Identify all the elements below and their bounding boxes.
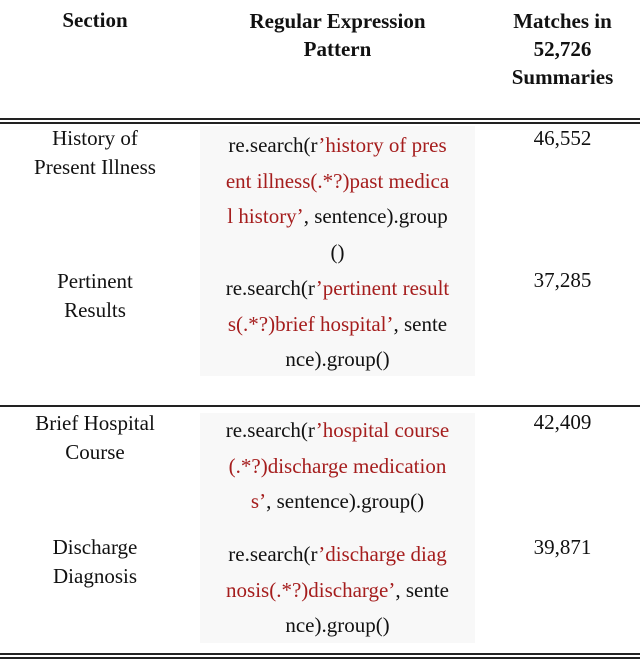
section-cell <box>0 267 190 325</box>
regex-pattern-text: nosis(.*?)discharge’ <box>226 577 396 602</box>
code-text: re.search(r <box>228 133 319 157</box>
section-line: History of <box>52 126 138 150</box>
section-cell <box>0 124 190 182</box>
regex-pattern-text: ’hospital course <box>315 418 450 442</box>
section-line: Results <box>64 298 126 322</box>
pattern-line <box>200 413 475 449</box>
code-text: , sente <box>393 311 448 336</box>
header-pattern-line: Regular Expression <box>249 9 426 33</box>
regex-pattern-text: s’ <box>250 489 267 513</box>
code-text: re.search(r <box>228 542 319 566</box>
pattern-line <box>200 342 475 378</box>
pattern-line <box>200 271 475 307</box>
code-text: nce).group() <box>285 613 390 637</box>
pattern-line <box>200 128 475 164</box>
pattern-line <box>200 608 475 644</box>
code-text: re.search(r <box>225 276 316 300</box>
matches-cell: 42,409 <box>533 410 592 434</box>
header-matches-line: Matches in <box>513 9 612 33</box>
pattern-cell <box>200 271 475 378</box>
section-line: Discharge <box>52 535 138 559</box>
regex-pattern-text: ’history of pres <box>318 133 447 157</box>
section-line: Present Illness <box>34 155 156 179</box>
section-line: Diagnosis <box>53 564 137 588</box>
header-pattern-line: Pattern <box>303 37 372 61</box>
header-matches-line: 52,726 <box>533 37 592 61</box>
pattern-line <box>200 484 475 520</box>
code-text: , sentence).group() <box>266 489 425 513</box>
code-text: , sente <box>395 577 449 602</box>
header-section: Section <box>62 8 128 32</box>
matches-cell: 46,552 <box>533 126 592 150</box>
section-line: Brief Hospital <box>35 411 155 435</box>
regex-pattern-text: ’pertinent result <box>315 276 450 300</box>
header-matches <box>485 7 640 91</box>
regex-pattern-text: s(.*?)brief hospital’ <box>227 311 394 336</box>
pattern-line <box>200 449 475 485</box>
pattern-line <box>200 573 475 609</box>
middle-rule <box>0 405 640 407</box>
pattern-line <box>200 307 475 343</box>
bottom-rule <box>0 657 640 659</box>
top-rule <box>0 118 640 120</box>
bottom-rule <box>0 653 640 655</box>
pattern-line <box>200 199 475 235</box>
code-text: () <box>330 239 345 264</box>
pattern-line <box>200 235 475 271</box>
code-text: re.search(r <box>225 418 316 442</box>
matches-cell: 39,871 <box>533 535 592 559</box>
pattern-cell <box>200 128 475 270</box>
regex-pattern-text: l history’ <box>227 204 304 228</box>
pattern-cell <box>200 537 475 644</box>
matches-cell: 37,285 <box>533 268 592 292</box>
header-pattern <box>200 7 475 63</box>
regex-pattern-text: (.*?)discharge medication <box>228 453 447 478</box>
section-cell <box>0 533 190 591</box>
pattern-line <box>200 537 475 573</box>
section-cell <box>0 409 190 467</box>
section-line: Pertinent <box>57 269 133 293</box>
code-text: , sentence).group <box>303 204 448 228</box>
regex-pattern-text: ent illness(.*?)past medica <box>225 168 450 193</box>
section-line: Course <box>65 440 125 464</box>
pattern-line <box>200 164 475 200</box>
code-text: nce).group() <box>285 347 390 371</box>
regex-pattern-text: ’discharge diag <box>318 542 447 566</box>
pattern-cell <box>200 413 475 520</box>
header-matches-line: Summaries <box>511 65 614 89</box>
